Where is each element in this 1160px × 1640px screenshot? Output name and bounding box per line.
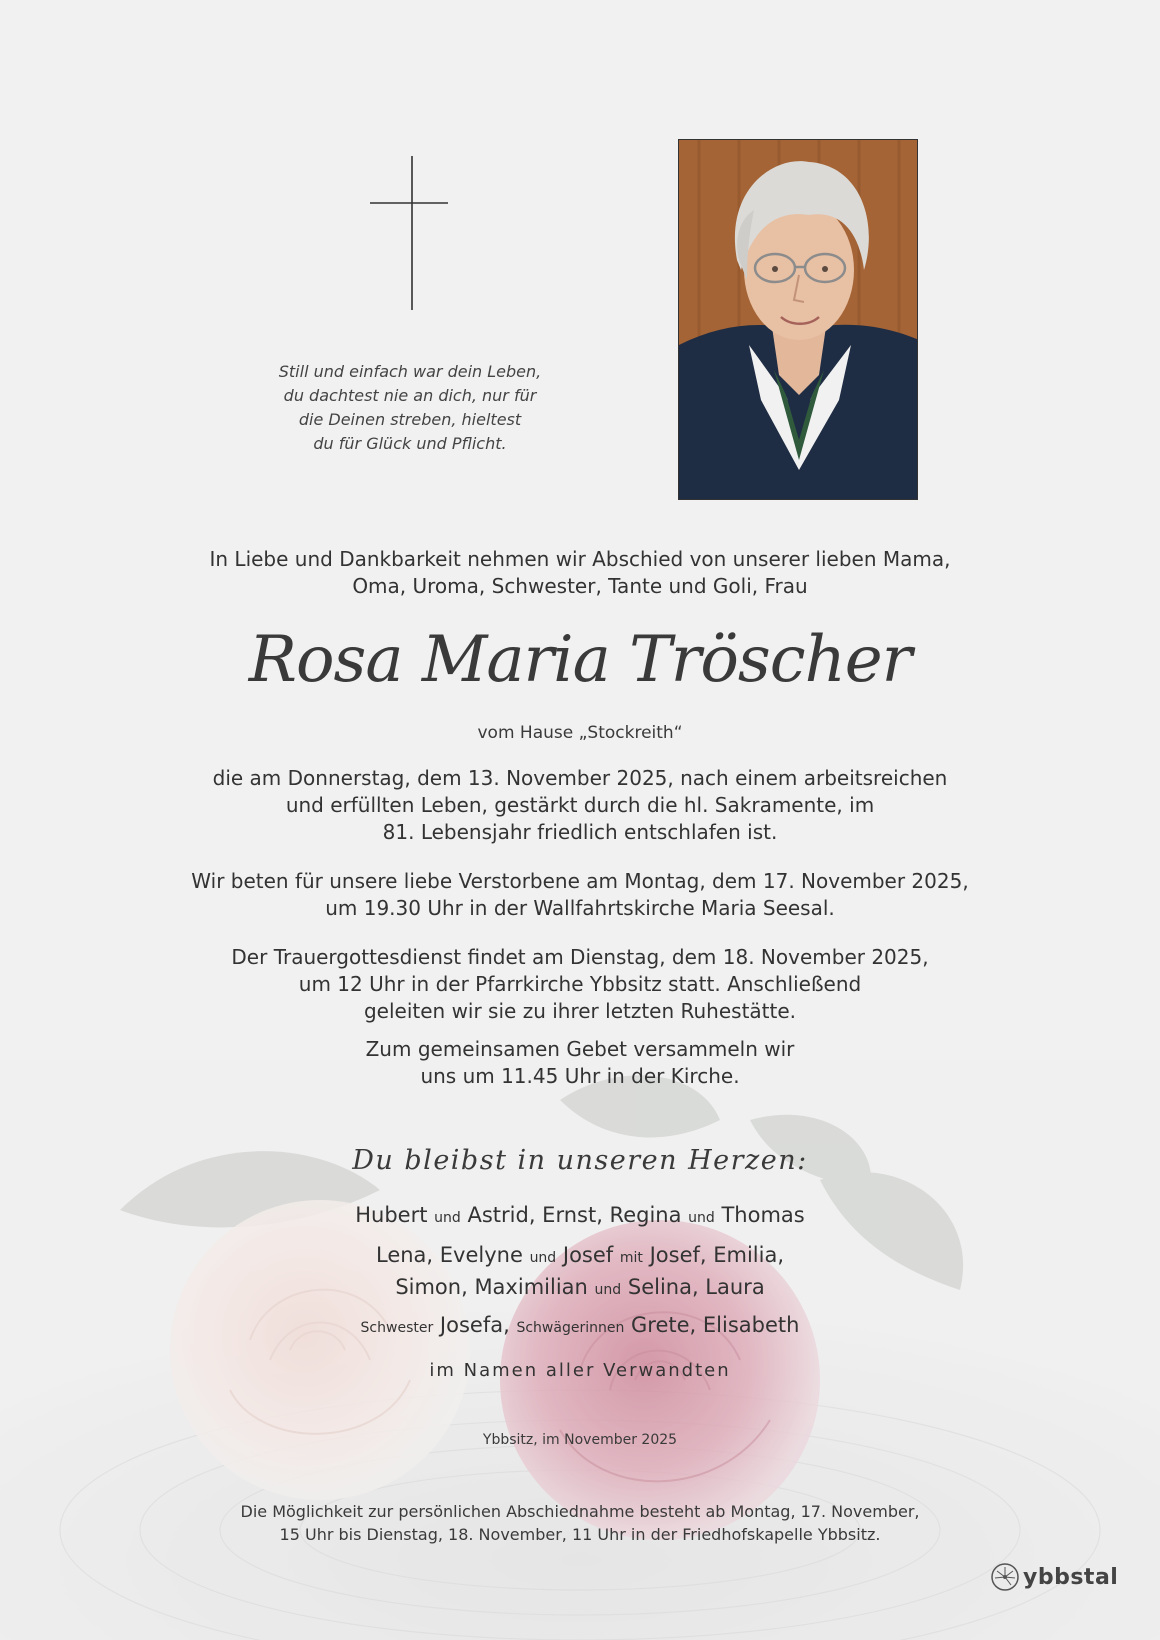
intro-line: Oma, Uroma, Schwester, Tante und Goli, Frau — [352, 574, 808, 598]
intro-text — [130, 546, 1030, 600]
relation-label: Schwägerinnen — [516, 1320, 625, 1336]
conjunction: mit — [619, 1250, 643, 1266]
mourner-name: Thomas — [721, 1203, 805, 1227]
deceased-name: Rosa Maria Tröscher — [248, 623, 912, 697]
portrait-photo — [678, 139, 918, 500]
logo-text: ybbstal — [1023, 1564, 1119, 1590]
memorial-quote — [230, 360, 590, 456]
conjunction: und — [688, 1210, 715, 1226]
note-line: Die Möglichkeit zur persönlichen Abschiednahme besteht ab Montag, 17. November, — [240, 1502, 920, 1521]
paragraph-line: um 19.30 Uhr in der Wallfahrtskirche Maria Seesal. — [325, 896, 835, 920]
paragraph-line: um 12 Uhr in der Pfarrkirche Ybbsitz statt. Anschließend — [298, 972, 862, 996]
paragraph-line: und erfüllten Leben, gestärkt durch die hl. Sakramente, im — [285, 793, 875, 817]
prayer-paragraph — [130, 868, 1030, 922]
relatives-line: im Namen aller Verwandten — [429, 1360, 731, 1381]
mourners-row — [130, 1273, 1030, 1305]
paragraph-line: Der Trauergottesdienst findet am Dienstag, dem 18. November 2025, — [231, 945, 929, 969]
mourner-name: Astrid, Ernst, Regina — [467, 1203, 682, 1227]
mourner-name: Josefa, — [439, 1313, 510, 1337]
paragraph-line: Wir beten für unsere liebe Verstorbene am Montag, dem 17. November 2025, — [191, 869, 969, 893]
mourners-row — [130, 1311, 1030, 1343]
ybbstal-logo — [990, 1560, 1118, 1594]
conjunction: und — [434, 1210, 461, 1226]
cross-icon — [358, 154, 448, 312]
quote-line: du für Glück und Pflicht. — [313, 434, 507, 453]
mourners-row — [130, 1241, 1030, 1273]
dandelion-icon — [990, 1562, 1020, 1592]
conjunction: und — [529, 1250, 557, 1266]
viewing-note — [130, 1500, 1030, 1546]
paragraph-line: Zum gemeinsamen Gebet versammeln wir — [365, 1037, 795, 1061]
mourner-name: Grete, Elisabeth — [631, 1313, 800, 1337]
mourner-name: Selina, Laura — [627, 1275, 765, 1299]
paragraph-line: geleiten wir sie zu ihrer letzten Ruhestätte. — [363, 999, 797, 1023]
quote-line: du dachtest nie an dich, nur für — [283, 386, 537, 405]
quote-line: Still und einfach war dein Leben, — [278, 362, 542, 381]
gathering-paragraph — [130, 1036, 1030, 1090]
paragraph-line: 81. Lebensjahr friedlich entschlafen ist. — [382, 820, 778, 844]
funeral-paragraph — [130, 944, 1030, 1025]
deceased-origin: vom Hause „Stockreith“ — [477, 723, 683, 743]
conjunction: und — [594, 1282, 622, 1298]
mourners-row — [130, 1201, 1030, 1233]
intro-line: In Liebe und Dankbarkeit nehmen wir Abschied von unserer lieben Mama, — [209, 547, 951, 571]
paragraph-line: die am Donnerstag, dem 13. November 2025, nach einem arbeitsreichen — [212, 766, 948, 790]
mourner-name: Josef — [562, 1243, 614, 1267]
mourners-grandchildren — [130, 1241, 1030, 1305]
mourner-name: Hubert — [355, 1203, 428, 1227]
paragraph-line: uns um 11.45 Uhr in der Kirche. — [420, 1064, 740, 1088]
mourner-name: Simon, Maximilian — [395, 1275, 588, 1299]
quote-line: die Deinen streben, hieltest — [298, 410, 522, 429]
relation-label: Schwester — [360, 1320, 434, 1336]
mourners-heading: Du bleibst in unseren Herzen: — [352, 1145, 808, 1176]
mourner-name: Josef, Emilia, — [649, 1243, 785, 1267]
mourner-name: Lena, Evelyne — [375, 1243, 523, 1267]
place-date: Ybbsitz, im November 2025 — [482, 1432, 678, 1448]
death-notice-paragraph — [130, 765, 1030, 846]
note-line: 15 Uhr bis Dienstag, 18. November, 11 Uhr in der Friedhofskapelle Ybbsitz. — [279, 1525, 881, 1544]
